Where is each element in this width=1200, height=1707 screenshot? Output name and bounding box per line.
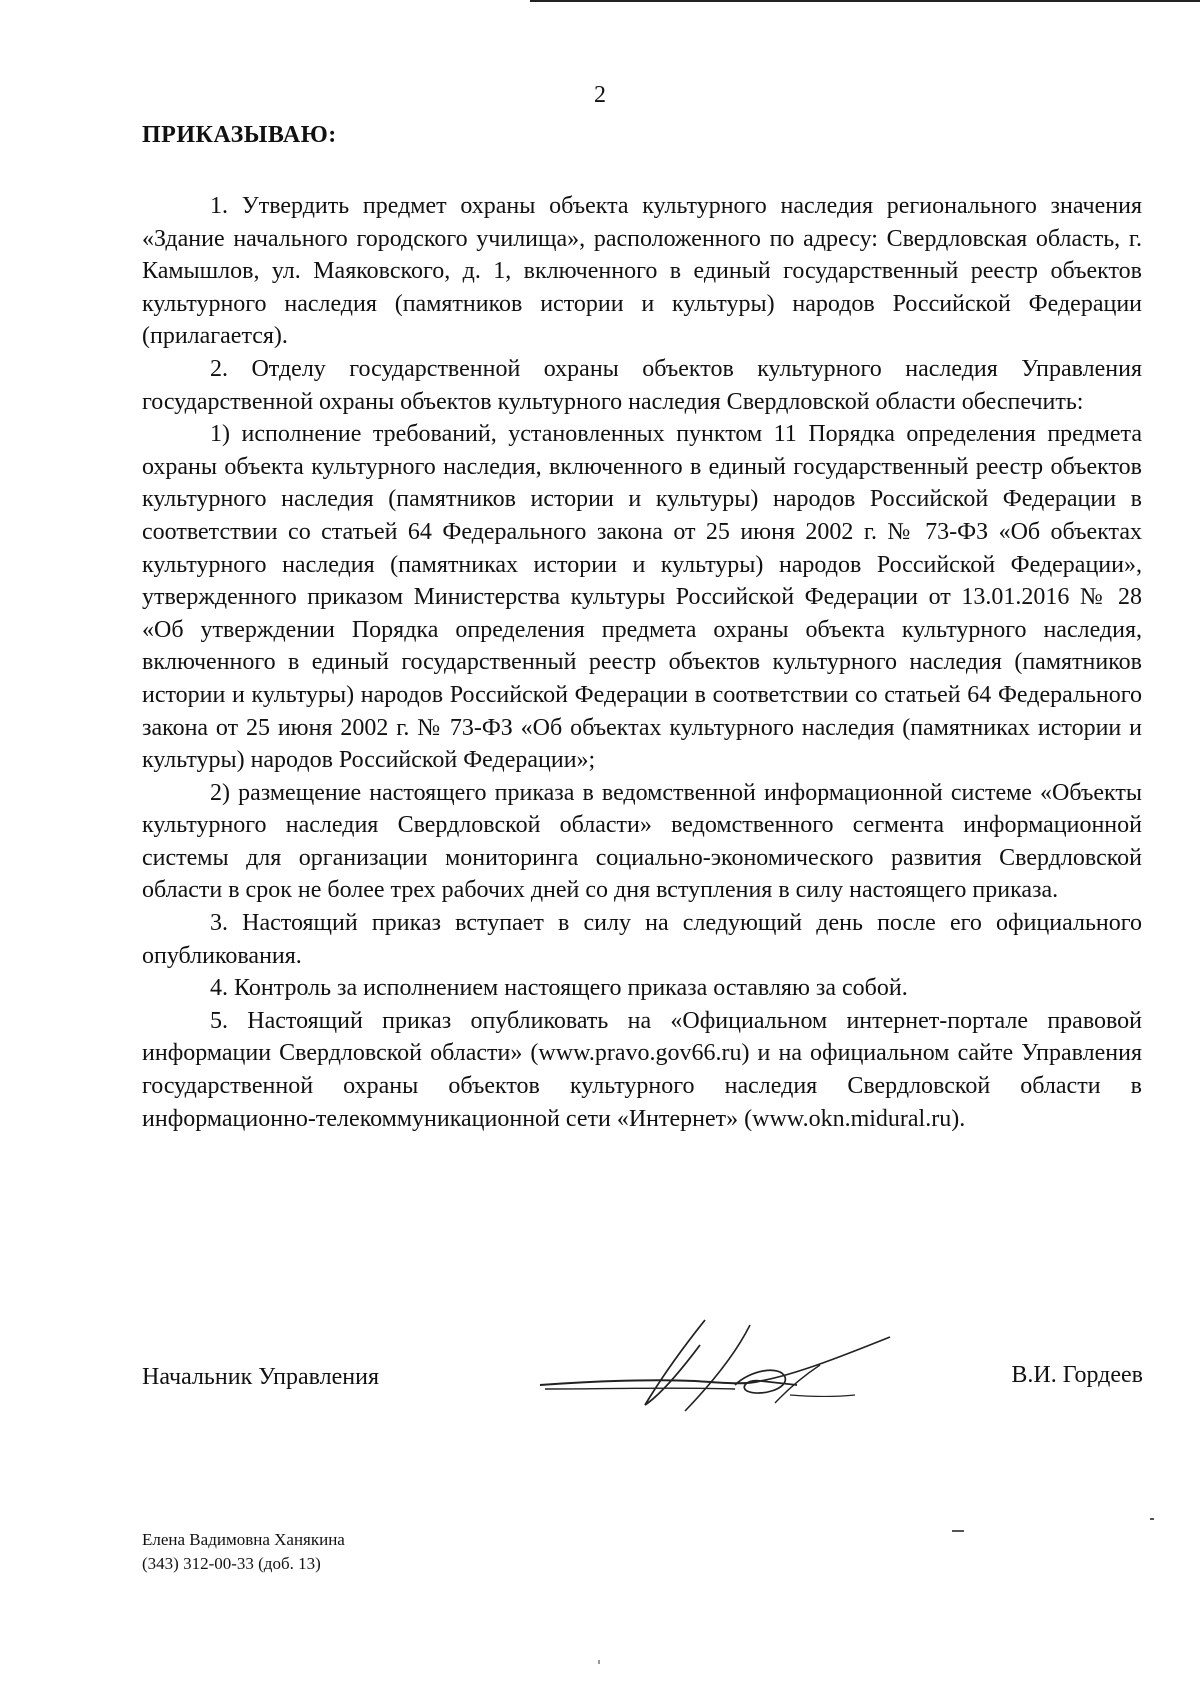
paragraph-2-1: 1) исполнение требований, установленных пунктом 11 Порядка определения предмета охраны объекта культурного наследия, включенного в единый государственный реестр объектов культурного наследия (памятников истории и культуры) народов Российской Федерации в соответствии со статьей 64 Федерального закона от 25 июня 2002 г. № 73-ФЗ «Об объектах культурного наследия (памятниках истории и культуры) народов Российской Федерации», утвержденного приказом Министерства культуры Российской Федерации от 13.01.2016 № 28 «Об утверждении Порядка определения предмета охраны объекта культурного наследия, включенного в единый государственный реестр объектов культурного наследия (памятников истории и культуры) народов Российской Федерации в соответствии со статьей 64 Федерального закона от 25 июня 2002 г. № 73-ФЗ «Об объектах культурного наследия (памятниках истории и культуры) народов Российской Федерации»; — [142, 421, 1142, 774]
paragraph-5: 5. Настоящий приказ опубликовать на «Официальном интернет-портале правовой информации Свердловской области» (www.pravo.gov66.ru) и на официальном сайте Управления государственной охраны объектов культурного наследия Свердловской области в информационно-телекоммуникационной сети «Интернет» (www.okn.midural.ru). — [142, 1007, 1142, 1132]
scan-speck — [1150, 1518, 1154, 1520]
paragraph-3: 3. Настоящий приказ вступает в силу на следующий день после его официального опубликования. — [142, 910, 1142, 969]
signatory-name: В.И. Гордеев — [1011, 1362, 1143, 1388]
handwritten-signature — [535, 1315, 895, 1425]
scan-speck — [952, 1530, 964, 1532]
top-scan-edge — [530, 0, 1200, 2]
order-body — [142, 190, 1142, 1135]
paragraph-2: 2. Отделу государственной охраны объектов культурного наследия Управления государственной охраны объектов культурного наследия Свердловской области обеспечить: — [142, 355, 1142, 415]
paragraph-1: 1. Утвердить предмет охраны объекта культурного наследия регионального значения «Здание начального городского училища», расположенного по адресу: Свердловская область, г. Камышлов, ул. Маяковского, д. 1, включенного в единый государственный реестр объектов культурного наследия (памятников истории и культуры) народов Российской Федерации (прилагается). — [142, 193, 1142, 350]
contact-block — [142, 1528, 345, 1576]
contact-phone: (343) 312-00-33 (доб. 13) — [142, 1554, 321, 1573]
paragraph-4: 4. Контроль за исполнением настоящего приказа оставляю за собой. — [210, 975, 908, 1002]
signatory-title: Начальник Управления — [142, 1364, 379, 1390]
page-number: 2 — [594, 82, 606, 108]
contact-person: Елена Вадимовна Ханякина — [142, 1530, 345, 1549]
order-heading: ПРИКАЗЫВАЮ: — [142, 122, 337, 148]
paragraph-2-2: 2) размещение настоящего приказа в ведомственной информационной системе «Объекты культурного наследия Свердловской области» ведомственного сегмента информационной системы для организации мониторинга социально-экономического развития Свердловской области в срок не более трех рабочих дней со дня вступления в силу настоящего приказа. — [142, 779, 1142, 904]
scan-speck — [598, 1660, 600, 1664]
